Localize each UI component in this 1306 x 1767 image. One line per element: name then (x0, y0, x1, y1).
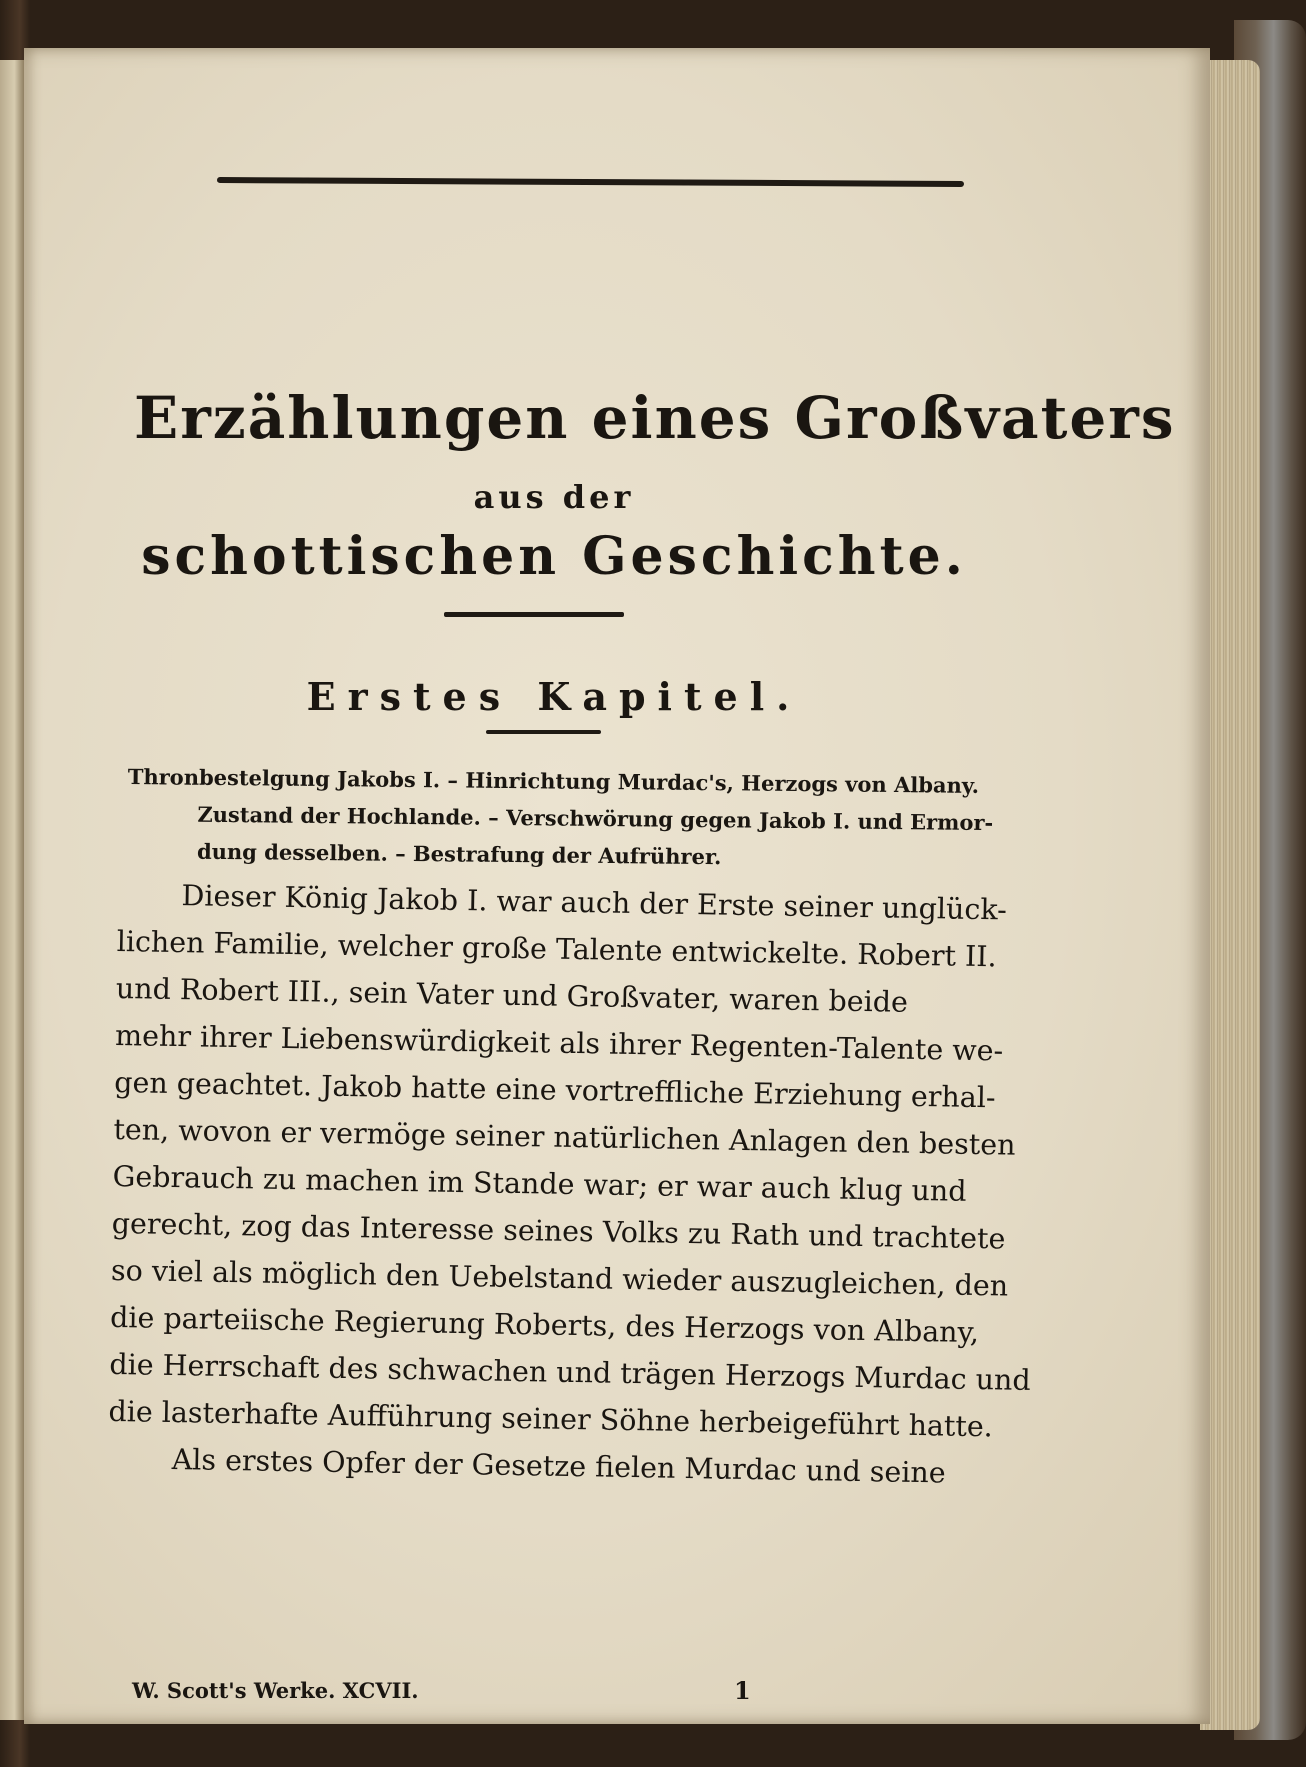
body-line: gerecht, zog das Interesse seines Volks zu Rath und trachtete (111, 1206, 1006, 1256)
body-line: Dieser König Jakob I. war auch der Erste seiner unglück- (181, 879, 1008, 927)
chapter-divider (486, 730, 601, 734)
body-line: so viel als möglich den Uebelstand wieder auszugleichen, den (110, 1253, 1009, 1303)
summary-line: dung desselben. – Bestrafung der Aufrührer. (196, 838, 722, 870)
title-divider (444, 612, 624, 617)
body-line: mehr ihrer Liebenswürdigkeit als ihrer Regenten-Talente we- (114, 1018, 1004, 1068)
summary-line: Thronbestelgung Jakobs I. – Hinrichtung Murdac's, Herzogs von Albany. (127, 763, 980, 798)
body-line: ten, wovon er vermöge seiner natürlichen Anlagen den besten (113, 1112, 1016, 1162)
title-line-1: Erzählungen eines Großvaters (134, 384, 1176, 452)
title-line-3: schottischen Geschichte. (141, 526, 967, 587)
chapter-summary (127, 758, 1008, 878)
body-line: und Robert III., sein Vater und Großvater, waren beide (115, 971, 909, 1019)
chapter-heading: Erstes Kapitel. (306, 674, 802, 719)
body-line: die lasterhafte Aufführung seiner Söhne herbeigeführt hatte. (108, 1394, 994, 1444)
body-line: die parteiische Regierung Roberts, des Herzogs von Albany, (109, 1300, 980, 1350)
previous-page-edge (0, 60, 24, 1720)
summary-line: Zustand der Hochlande. – Verschwörung gegen Jakob I. und Ermor- (197, 801, 994, 836)
book-page (24, 48, 1210, 1724)
body-text (107, 871, 1031, 1498)
body-line: lichen Familie, welcher große Talente entwickelte. Robert II. (116, 924, 997, 974)
body-line: gen geachtet. Jakob hatte eine vortreffliche Erziehung erhal- (114, 1065, 996, 1115)
footer-signature: W. Scott's Werke. XCVII. (132, 1678, 419, 1703)
title-line-2: aus der (473, 478, 635, 516)
body-line: Als erstes Opfer der Gesetze fielen Murdac und seine (171, 1443, 946, 1490)
body-line: die Herrschaft des schwachen und trägen Herzogs Murdac und (109, 1347, 1031, 1398)
page-number: 1 (734, 1676, 751, 1705)
body-line: Gebrauch zu machen im Stande war; er war auch klug und (112, 1159, 967, 1208)
top-rule (217, 177, 964, 187)
